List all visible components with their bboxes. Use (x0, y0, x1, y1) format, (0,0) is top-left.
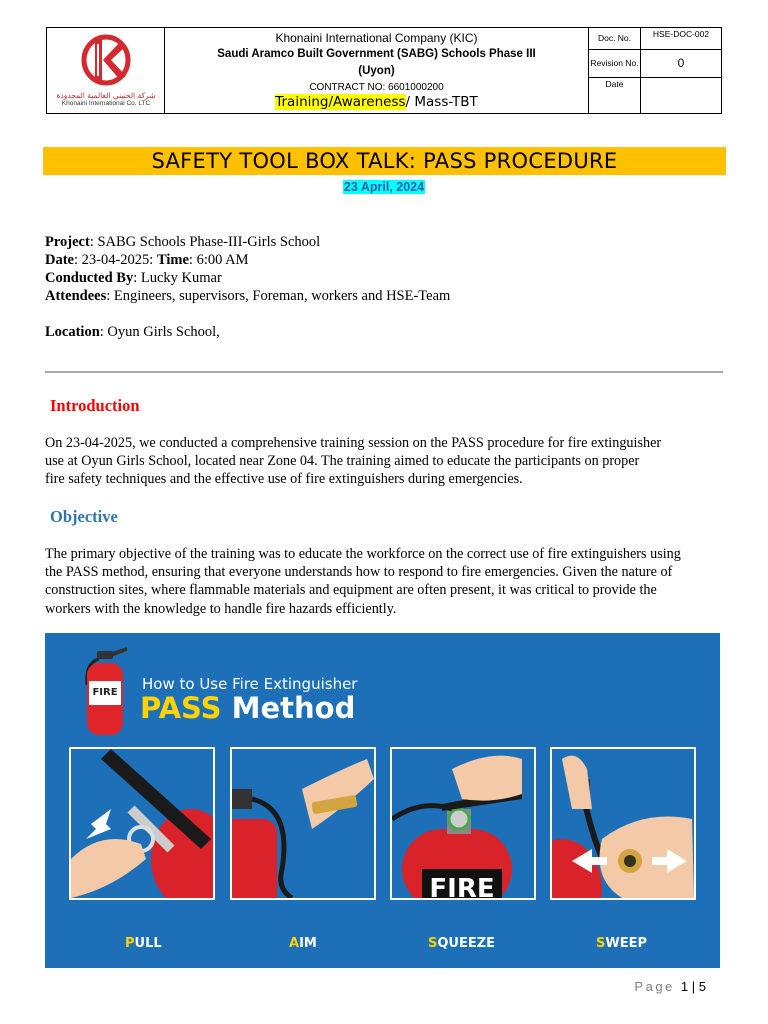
time-label: Time (156, 252, 189, 268)
project-name-line2: (Uyon) (358, 65, 395, 77)
info-project (45, 234, 320, 251)
header-title-cell (165, 28, 589, 113)
fire-label: FIRE (92, 687, 118, 698)
logo-english-text: Khonaini International Co. LTC (61, 100, 151, 107)
kic-logo-icon (76, 34, 136, 86)
project-value: : SABG Schools Phase-III-Girls School (89, 234, 321, 250)
pass-word: PASS (140, 691, 222, 725)
page-word: Page (634, 979, 675, 994)
horizontal-divider (45, 371, 723, 373)
training-highlight: Training/Awareness (275, 94, 406, 110)
logo-arabic-text: شركة الخنيني العالمية المحدودة (56, 91, 156, 100)
objective-line: The primary objective of the training was to educate the workforce on the correct use of fire extinguishers using (45, 546, 681, 562)
project-label: Project (45, 234, 90, 250)
document-title: SAFETY TOOL BOX TALK: PASS PROCEDURE (43, 147, 726, 175)
aim-panel (230, 747, 376, 900)
fire-extinguisher-icon (79, 645, 131, 737)
info-conducted (45, 270, 222, 287)
step-aim-label: AIM (289, 936, 317, 951)
infographic-title (140, 691, 355, 725)
page-number: 1 (680, 979, 689, 994)
contract-number: CONTRACT NO: 6601000200 (309, 82, 444, 93)
introduction-paragraph (45, 434, 727, 489)
date-label: Date (605, 79, 624, 89)
doc-no-value: HSE-DOC-002 (641, 28, 721, 50)
location-label: Location (45, 324, 100, 340)
info-date-time (45, 252, 249, 269)
attendees-label: Attendees (45, 288, 107, 304)
intro-line: On 23-04-2025, we conducted a comprehensive training session on the PASS procedure for fire extinguisher (45, 435, 662, 451)
training-rest: / Mass-TBT (405, 94, 478, 110)
objective-heading: Objective (50, 507, 118, 526)
aim-nozzle-illustration-icon (232, 749, 374, 898)
header-label-column (589, 28, 641, 113)
doc-no-label: Doc. No. (589, 28, 640, 50)
conducted-value: : Lucky Kumar (133, 270, 222, 286)
project-name-line1: Saudi Aramco Built Government (SABG) Schools Phase III (217, 48, 536, 60)
cylinder-fire-label: FIRE (429, 874, 495, 898)
revision-value: 0 (641, 50, 721, 78)
step-sweep-label: SWEEP (596, 936, 648, 951)
header-value-column (641, 28, 721, 113)
introduction-heading: Introduction (50, 396, 140, 415)
intro-line: fire safety techniques and the effective use of fire extinguishers during emergencies. (45, 471, 523, 488)
info-location (45, 324, 220, 341)
date-label-info: Date (45, 252, 74, 268)
conducted-label: Conducted By (45, 270, 134, 286)
objective-line: construction sites, where flammable materials and equipment are often present, it was critical to provide the (45, 582, 657, 599)
method-word: Method (221, 691, 356, 725)
pull-panel (69, 747, 215, 900)
pull-pin-illustration-icon (71, 749, 213, 898)
pass-method-infographic (45, 633, 720, 968)
date-value (641, 78, 721, 113)
step-pull-label: PULL (125, 936, 162, 951)
page-footer: Page 1 | 5 (634, 979, 706, 994)
objective-paragraph (45, 545, 727, 618)
attendees-value: : Engineers, supervisors, Foreman, workers and HSE-Team (106, 288, 451, 304)
document-date (0, 178, 768, 196)
intro-line: use at Oyun Girls School, located near Zone 04. The training aimed to educate the participants on proper (45, 453, 640, 470)
training-type (165, 94, 588, 110)
logo-cell (47, 28, 165, 113)
step-squeeze-label: SQUEEZE (428, 936, 496, 951)
objective-line: workers with the knowledge to handle fire hazards efficiently. (45, 600, 397, 617)
company-logo (53, 34, 159, 110)
page-total: 5 (698, 979, 706, 994)
infographic-subtitle: How to Use Fire Extinguisher (142, 675, 358, 693)
revision-label: Revision No. (589, 50, 640, 78)
sweep-panel (550, 747, 696, 900)
sweep-hose-illustration-icon (552, 749, 694, 898)
location-value: : Oyun Girls School, (99, 324, 220, 340)
document-header-table (46, 27, 722, 114)
date-value-info: : 23-04-2025: (74, 252, 157, 268)
objective-line: the PASS method, ensuring that everyone understands how to respond to fire emergencies. Given the nature of (45, 564, 673, 581)
company-name: Khonaini International Company (KIC) (275, 31, 478, 45)
squeeze-panel (390, 747, 536, 900)
date-highlight: 23 April, 2024 (343, 180, 425, 194)
squeeze-handle-illustration-icon (392, 749, 534, 898)
time-value: : 6:00 AM (188, 252, 249, 268)
info-attendees (45, 288, 450, 305)
